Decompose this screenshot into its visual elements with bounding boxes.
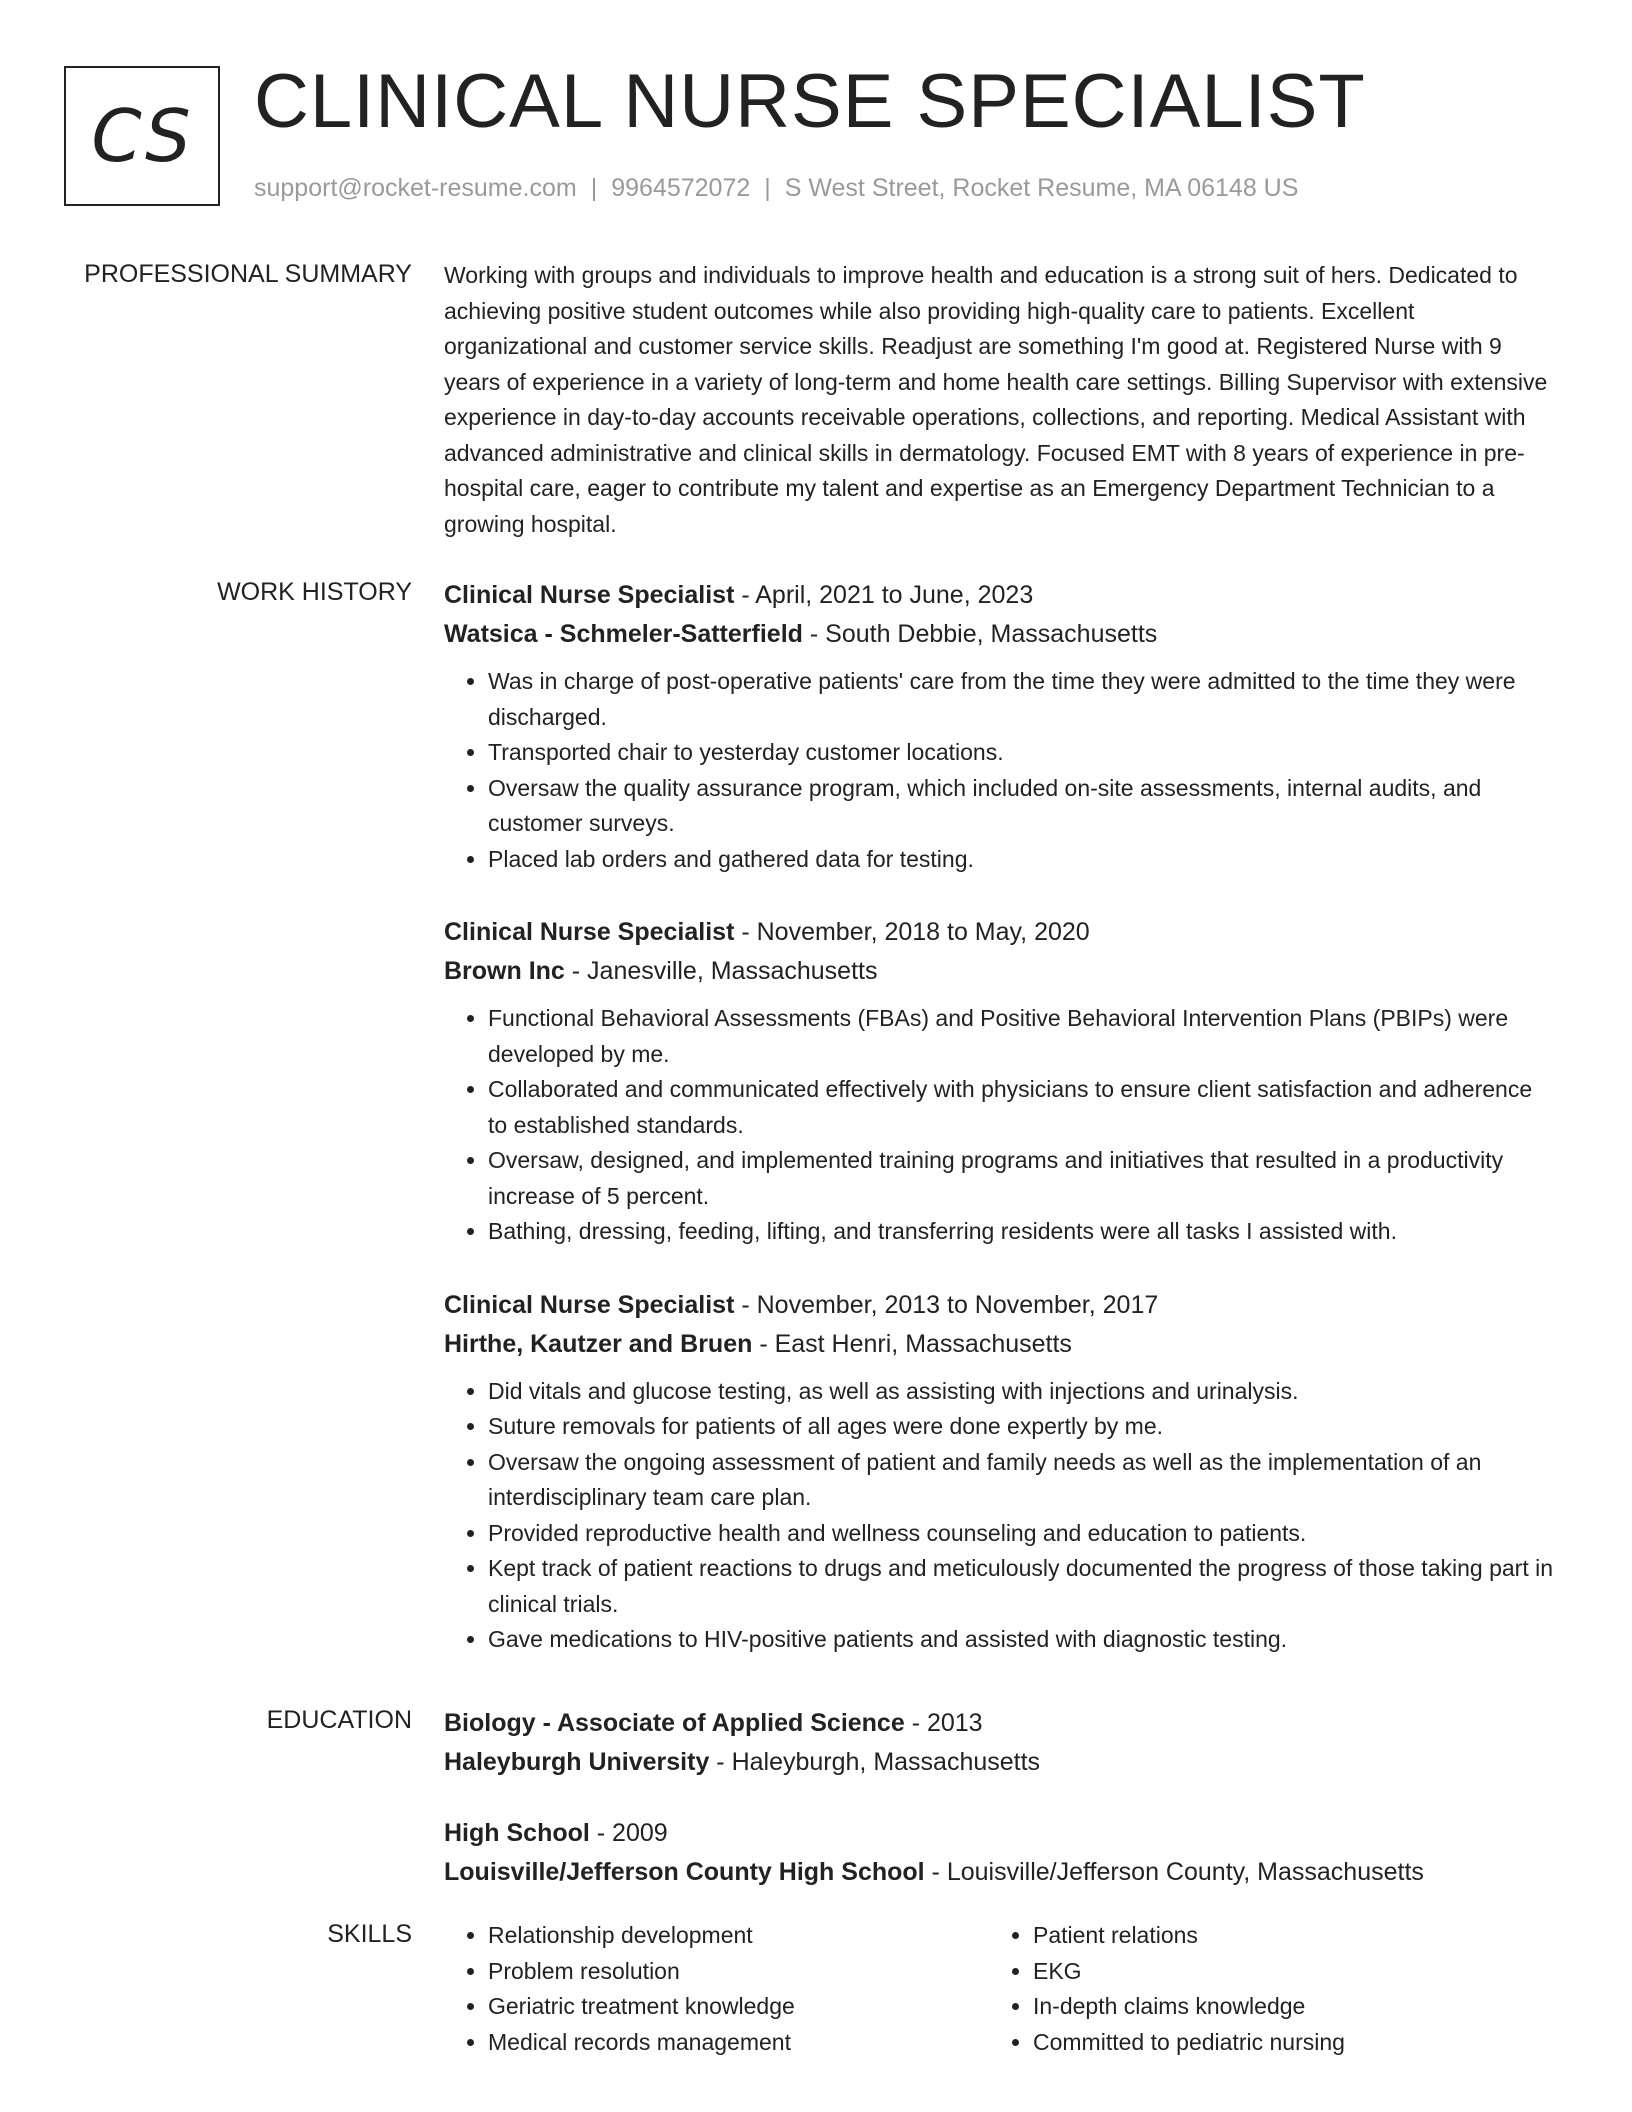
education-school-line <box>444 1853 1554 1892</box>
skills-column-left <box>444 1918 989 2060</box>
job-bullet: • Oversaw the ongoing assessment of patient and family needs as well as the implementation of an interdisciplinary team care plan. <box>488 1445 1554 1516</box>
contact-phone[interactable]: 9964572072 <box>611 174 751 202</box>
job-bullet: • Oversaw, designed, and implemented training programs and initiatives that resulted in a productivity increase of 5 percent. <box>488 1143 1554 1214</box>
section-label-skills: SKILLS <box>327 1920 412 1948</box>
education-body <box>444 1704 1554 1924</box>
skill-item: • Problem resolution <box>488 1954 989 1990</box>
education-location: - Haleyburgh, Massachusetts <box>709 1748 1041 1776</box>
contact-separator: | <box>764 174 771 202</box>
job-title: Clinical Nurse Specialist <box>444 1290 735 1319</box>
job-bullet: • Functional Behavioral Assessments (FBAs) and Positive Behavioral Intervention Plans (PBIPs) were developed by me. <box>488 1001 1554 1072</box>
job-dates: - November, 2018 to May, 2020 <box>734 918 1090 946</box>
job-company: Hirthe, Kautzer and Bruen <box>444 1329 753 1358</box>
skills-grid <box>444 1918 1554 2060</box>
job-bullet: • Did vitals and glucose testing, as well as assisting with injections and urinalysis. <box>488 1374 1554 1410</box>
job-bullets <box>444 664 1554 877</box>
job-bullets <box>444 1374 1554 1658</box>
job-bullet: • Transported chair to yesterday customer locations. <box>488 735 1554 771</box>
education-year: - 2009 <box>589 1819 668 1847</box>
job-company: Watsica - Schmeler-Satterfield <box>444 620 803 648</box>
education-degree: High School <box>444 1819 590 1847</box>
education-school-line <box>444 1743 1554 1782</box>
education-degree-line <box>444 1704 1554 1743</box>
job-bullet: • Bathing, dressing, feeding, lifting, and transferring residents were all tasks I assisted with. <box>488 1214 1554 1250</box>
skills-column-right <box>989 1918 1534 2060</box>
section-label-summary: PROFESSIONAL SUMMARY <box>84 260 412 288</box>
job-location: - East Henri, Massachusetts <box>752 1329 1072 1358</box>
education-year: - 2013 <box>904 1709 983 1737</box>
job-bullet: • Gave medications to HIV-positive patients and assisted with diagnostic testing. <box>488 1622 1554 1658</box>
job-entry <box>444 576 1554 877</box>
job-dates: - November, 2013 to November, 2017 <box>734 1290 1159 1319</box>
job-bullet: • Placed lab orders and gathered data for testing. <box>488 842 1554 878</box>
job-bullet: • Collaborated and communicated effectively with physicians to ensure client satisfaction and adherence to established standards. <box>488 1072 1554 1143</box>
job-bullet: • Suture removals for patients of all ages were done expertly by me. <box>488 1409 1554 1445</box>
skill-item: • Medical records management <box>488 2025 989 2061</box>
monogram-initials: CS <box>91 94 193 178</box>
job-bullet: • Kept track of patient reactions to drugs and meticulously documented the progress of those taking part in clinical trials. <box>488 1551 1554 1622</box>
skill-item: • In-depth claims knowledge <box>1033 1989 1534 2025</box>
skills-body <box>444 1918 1554 2060</box>
contact-address: S West Street, Rocket Resume, MA 06148 US <box>784 174 1299 202</box>
section-label-education: EDUCATION <box>266 1706 412 1734</box>
skill-item: • EKG <box>1033 1954 1534 1990</box>
education-school: Louisville/Jefferson County High School <box>444 1858 925 1886</box>
education-degree: Biology - Associate of Applied Science <box>444 1709 905 1737</box>
skill-item: • Patient relations <box>1033 1918 1534 1954</box>
skill-item: • Relationship development <box>488 1918 989 1954</box>
summary-text: Working with groups and individuals to improve health and education is a strong suit of hers. Dedicated to achieving positive student outcomes while also providing high-quality care to patients. Excellent organizational and customer service skills. Readjust are something I'm good at. Registered Nurse with 9 years of experience in a variety of long-term and home health care settings. Billing Supervisor with extensive experience in day-to-day accounts receivable operations, collections, and reporting. Medical Assistant with advanced administrative and clinical skills in dermatology. Focused EMT with 8 years of experience in pre-hospital care, eager to contribute my talent and expertise as an Emergency Department Technician to a growing hospital. <box>444 262 1548 537</box>
job-bullet: • Was in charge of post-operative patients' care from the time they were admitted to the time they were discharged. <box>488 664 1554 735</box>
resume-title: CLINICAL NURSE SPECIALIST <box>254 59 1366 144</box>
job-bullets <box>444 1001 1554 1250</box>
education-entry <box>444 1814 1554 1892</box>
education-location: - Louisville/Jefferson County, Massachusetts <box>924 1858 1424 1886</box>
job-company: Brown Inc <box>444 957 565 985</box>
section-label-work-history: WORK HISTORY <box>217 578 412 606</box>
contact-separator: | <box>590 174 598 202</box>
job-title-line <box>444 913 1554 952</box>
education-degree-line <box>444 1814 1554 1853</box>
job-title-line <box>444 576 1554 615</box>
job-company-line <box>444 615 1554 654</box>
summary-body <box>444 258 1554 542</box>
education-school: Haleyburgh University <box>444 1748 710 1776</box>
job-title: Clinical Nurse Specialist <box>444 581 735 609</box>
monogram-badge <box>64 66 220 206</box>
work-history-body <box>444 576 1554 1694</box>
contact-email[interactable]: support@rocket-resume.com <box>254 174 577 202</box>
education-entry <box>444 1704 1554 1782</box>
job-dates: - April, 2021 to June, 2023 <box>734 581 1034 609</box>
contact-line <box>254 174 1298 203</box>
job-title: Clinical Nurse Specialist <box>444 918 735 946</box>
job-entry <box>444 1286 1554 1658</box>
skill-item: • Committed to pediatric nursing <box>1033 2025 1534 2061</box>
job-bullet: • Oversaw the quality assurance program, which included on-site assessments, internal audits, and customer surveys. <box>488 771 1554 842</box>
job-location: - South Debbie, Massachusetts <box>802 620 1158 648</box>
job-location: - Janesville, Massachusetts <box>564 957 878 985</box>
job-bullet: • Provided reproductive health and wellness counseling and education to patients. <box>488 1516 1554 1552</box>
job-company-line <box>444 952 1554 991</box>
job-entry <box>444 913 1554 1250</box>
job-company-line <box>444 1325 1554 1364</box>
job-title-line <box>444 1286 1554 1325</box>
skill-item: • Geriatric treatment knowledge <box>488 1989 989 2025</box>
